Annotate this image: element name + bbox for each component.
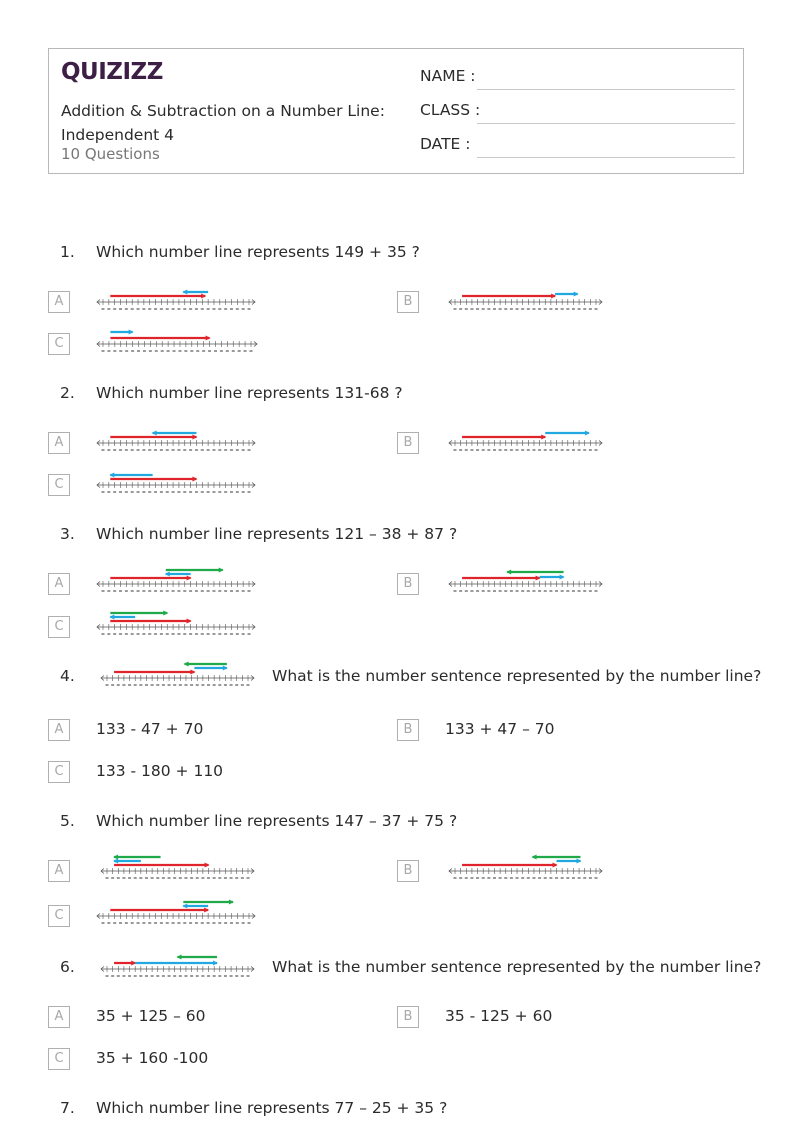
class-field[interactable]: [420, 101, 735, 125]
option-a-box[interactable]: A: [48, 291, 70, 313]
date-label: DATE :: [420, 135, 471, 153]
option-c-box[interactable]: C: [48, 1048, 70, 1070]
date-line[interactable]: [477, 157, 735, 158]
option-b-text[interactable]: 35 - 125 + 60: [445, 1007, 553, 1025]
question-text: Which number line represents 121 – 38 + 87 ?: [96, 525, 458, 543]
name-line[interactable]: [477, 89, 735, 90]
question-number: 1.: [60, 243, 75, 261]
option-b-box[interactable]: B: [397, 432, 419, 454]
worksheet-title: Addition & Subtraction on a Number Line: Independent 4: [61, 102, 385, 144]
option-a-box[interactable]: A: [48, 573, 70, 595]
option-b-box[interactable]: B: [397, 573, 419, 595]
question-number: 7.: [60, 1099, 75, 1117]
option-b-box[interactable]: B: [397, 1006, 419, 1028]
class-label: CLASS :: [420, 101, 481, 119]
number-line: [96, 286, 256, 316]
number-line: [100, 953, 255, 983]
date-field[interactable]: [420, 135, 735, 159]
option-b-box[interactable]: B: [397, 291, 419, 313]
question-number: 4.: [60, 667, 75, 685]
question-text: What is the number sentence represented by the number line?: [272, 958, 762, 976]
question-text: What is the number sentence represented by the number line?: [272, 667, 762, 685]
option-c-text[interactable]: 35 + 160 -100: [96, 1049, 209, 1067]
option-c-box[interactable]: C: [48, 761, 70, 783]
question-count: 10 Questions: [61, 145, 160, 163]
question-text: Which number line represents 77 – 25 + 35 ?: [96, 1099, 448, 1117]
number-line: [448, 286, 603, 316]
option-b-text[interactable]: 133 + 47 – 70: [445, 720, 555, 738]
question-number: 2.: [60, 384, 75, 402]
option-c-text[interactable]: 133 - 180 + 110: [96, 762, 224, 780]
option-a-text[interactable]: 35 + 125 – 60: [96, 1007, 206, 1025]
number-line: [96, 328, 258, 358]
worksheet-header: [48, 48, 744, 174]
question-number: 6.: [60, 958, 75, 976]
option-a-box[interactable]: A: [48, 860, 70, 882]
number-line: [448, 427, 603, 457]
number-line: [448, 568, 603, 598]
option-a-box[interactable]: A: [48, 432, 70, 454]
question-number: 5.: [60, 812, 75, 830]
question-number: 3.: [60, 525, 75, 543]
quizizz-logo: QUIZIZZ: [61, 59, 163, 85]
number-line: [100, 662, 255, 692]
question-text: Which number line represents 147 – 37 + 75 ?: [96, 812, 458, 830]
number-line: [96, 568, 256, 598]
question-text: Which number line represents 149 + 35 ?: [96, 243, 420, 261]
option-a-text[interactable]: 133 - 47 + 70: [96, 720, 204, 738]
number-line: [96, 611, 256, 641]
option-b-box[interactable]: B: [397, 860, 419, 882]
option-c-box[interactable]: C: [48, 474, 70, 496]
option-c-box[interactable]: C: [48, 616, 70, 638]
number-line: [96, 427, 256, 457]
number-line: [96, 900, 256, 930]
name-label: NAME :: [420, 67, 476, 85]
option-b-box[interactable]: B: [397, 719, 419, 741]
class-line[interactable]: [477, 123, 735, 124]
number-line: [100, 855, 255, 885]
number-line: [96, 469, 256, 499]
name-field[interactable]: [420, 67, 735, 91]
question-text: Which number line represents 131-68 ?: [96, 384, 403, 402]
option-a-box[interactable]: A: [48, 719, 70, 741]
number-line: [448, 855, 603, 885]
option-c-box[interactable]: C: [48, 333, 70, 355]
option-c-box[interactable]: C: [48, 905, 70, 927]
option-a-box[interactable]: A: [48, 1006, 70, 1028]
